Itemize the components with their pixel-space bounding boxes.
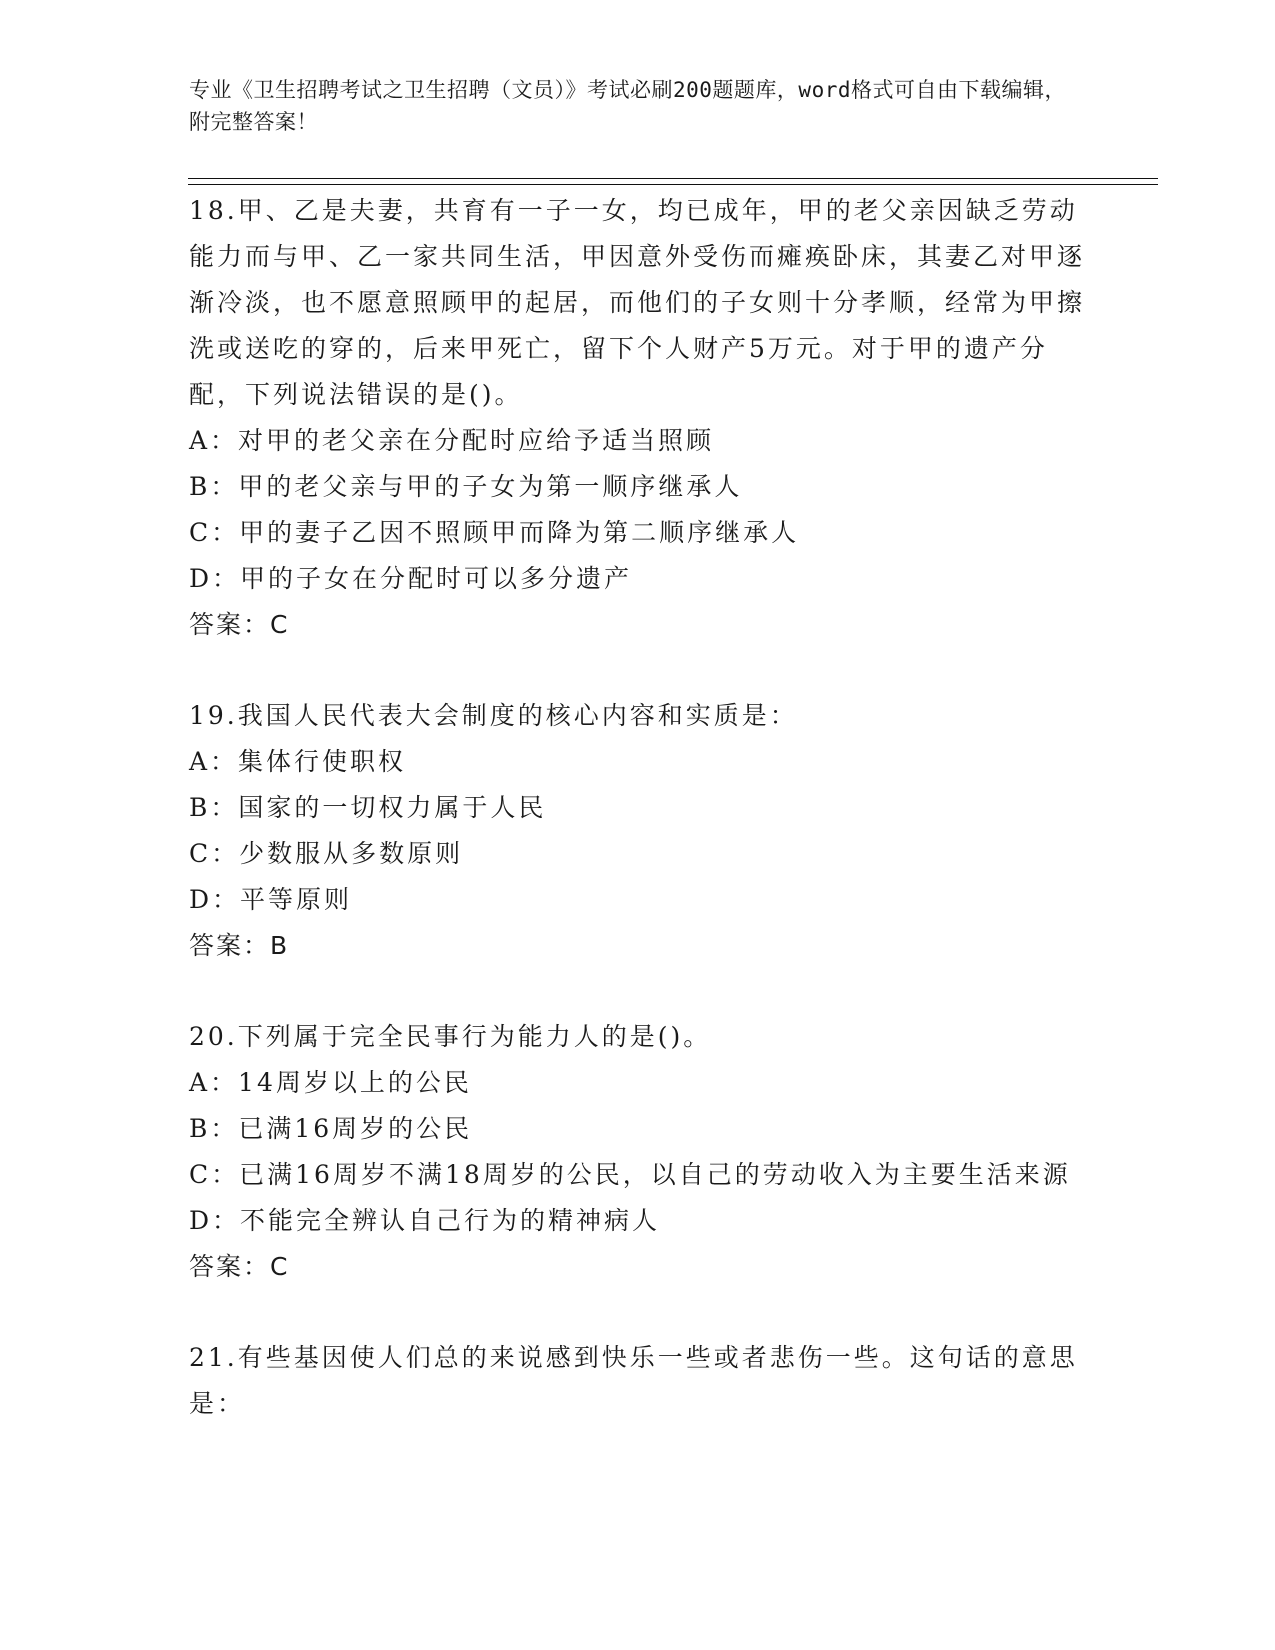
question-text: 20.下列属于完全民事行为能力人的是()。 [189, 1022, 712, 1051]
question-text: 21.有些基因使人们总的来说感到快乐一些或者悲伤一些。这句话的意思是： [189, 1343, 1078, 1418]
question-list [189, 188, 1089, 1472]
document-header-title: 专业《卫生招聘考试之卫生招聘（文员）》考试必刷200题题库，word格式可自由下载编辑，附完整答案！ [189, 78, 1066, 134]
question-text: 19.我国人民代表大会制度的核心内容和实质是： [189, 701, 798, 730]
option-c: C：已满16周岁不满18周岁的公民，以自己的劳动收入为主要生活来源 [189, 1160, 1071, 1189]
option-b: B：已满16周岁的公民 [189, 1114, 473, 1143]
question-19 [189, 693, 1089, 969]
option-d: D：不能完全辨认自己行为的精神病人 [189, 1206, 661, 1235]
question-text: 18.甲、乙是夫妻，共育有一子一女，均已成年，甲的老父亲因缺乏劳动能力而与甲、乙一家共同生活，甲因意外受伤而瘫痪卧床，其妻乙对甲逐渐冷淡，也不愿意照顾甲的起居，而他们的子女则十分孝顺，经常为甲擦洗或送吃的穿的，后来甲死亡，留下个人财产5万元。对于甲的遗产分配，下列说法错误的是()。 [189, 196, 1086, 409]
option-a: A：对甲的老父亲在分配时应给予适当照顾 [189, 426, 715, 455]
question-21 [189, 1335, 1089, 1427]
question-18 [189, 188, 1089, 648]
option-b: B：甲的老父亲与甲的子女为第一顺序继承人 [189, 472, 743, 501]
answer-text: 答案：C [189, 610, 290, 639]
option-d: D：平等原则 [189, 885, 353, 914]
option-d: D：甲的子女在分配时可以多分遗产 [189, 564, 633, 593]
option-a: A：14周岁以上的公民 [189, 1068, 472, 1097]
header-divider [188, 178, 1158, 185]
option-a: A：集体行使职权 [189, 747, 407, 776]
question-20 [189, 1014, 1089, 1290]
answer-text: 答案：B [189, 931, 290, 960]
option-c: C：少数服从多数原则 [189, 839, 464, 868]
option-c: C：甲的妻子乙因不照顾甲而降为第二顺序继承人 [189, 518, 800, 547]
answer-text: 答案：C [189, 1252, 290, 1281]
option-b: B：国家的一切权力属于人民 [189, 793, 547, 822]
